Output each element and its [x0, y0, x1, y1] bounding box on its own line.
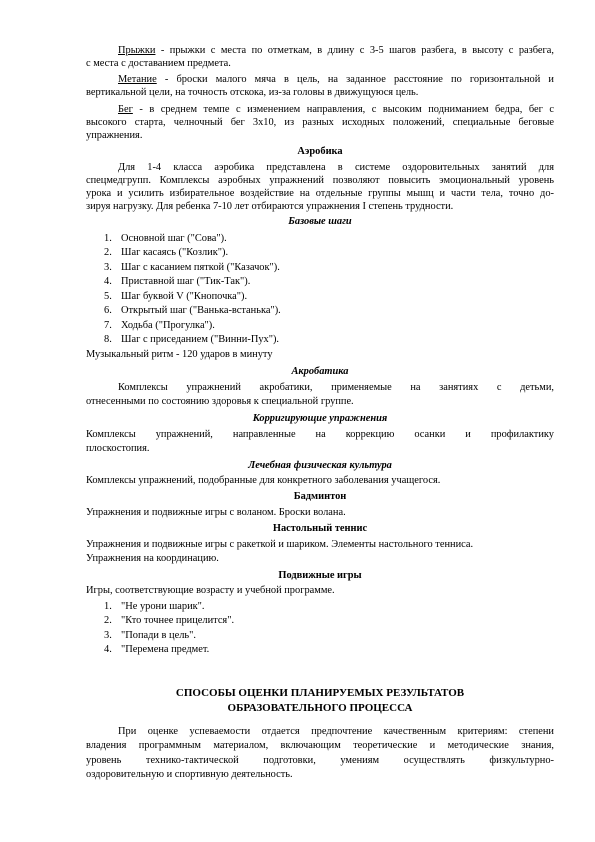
assessment-line-3: уровень технико-тактической подготовки, умениям осуществлять физкультурно- [86, 755, 554, 766]
game-item: 3. "Попади в цель". [104, 630, 196, 641]
jumps-line-2: с места с доставанием предмета. [86, 58, 231, 69]
basic-step-item: 4. Приставной шаг ("Тик-Так"). [104, 276, 251, 287]
acrobatics-heading: Акробатика [291, 366, 349, 377]
games-heading: Подвижные игры [278, 570, 362, 581]
assessment-line-1: При оценке успеваемости отдается предпочтение качественным критериям: степени [118, 726, 554, 737]
assessment-line-4: оздоровительную и спортивную деятельность. [86, 769, 293, 780]
throwing-line-2: вертикальной цели, на точность отскока, из-за головы в движущуюся цель. [86, 87, 419, 98]
basic-steps-heading: Базовые шаги [288, 216, 352, 227]
aerobics-line-3: урока и усилить избирательное воздействие на отдельные группы мышц и части тела, точно до- [86, 188, 554, 199]
lfk-line-1: Комплексы упражнений, подобранные для конкретного заболевания учащегося. [86, 475, 441, 486]
running-text-1: - в среднем темпе с изменением направления, с высоким подниманием бедра, бег с [132, 104, 554, 115]
table-tennis-line-2: Упражнения на координацию. [86, 553, 219, 564]
running-term: Бег [118, 104, 133, 115]
game-item: 4. "Перемена предмет. [104, 644, 210, 655]
throwing-term: Метание [118, 74, 157, 85]
basic-step-item: 3. Шаг с касанием пяткой ("Казачок"). [104, 262, 280, 273]
games-intro: Игры, соответствующие возрасту и учебной программе. [86, 585, 335, 596]
badminton-line-1: Упражнения и подвижные игры с воланом. Броски волана. [86, 507, 346, 518]
jumps-text-1: - прыжки с места по отметкам, в длину с 3-5 шагов разбега, в высоту с разбега, [155, 45, 554, 56]
lfk-heading: Лечебная физическая культура [248, 460, 392, 471]
assessment-title-line-1: СПОСОБЫ ОЦЕНКИ ПЛАНИРУЕМЫХ РЕЗУЛЬТАТОВ [175, 687, 465, 699]
throwing-text-1: - броски малого мяча в цель, на заданное расстояние по горизонтальной и [156, 74, 554, 85]
acrobatics-line-1: Комплексы упражнений акробатики, применяемые на занятиях с детьми, [118, 382, 554, 393]
corrective-line-1: Комплексы упражнений, направленные на коррекцию осанки и профилактику [86, 429, 554, 440]
basic-step-item: 1. Основной шаг ("Сова"). [104, 233, 227, 244]
jumps-line-1 [86, 44, 554, 57]
assessment-line-2: владения программным материалом, включающим теоретические и методические знания, [86, 740, 554, 751]
aerobics-line-1: Для 1-4 класса аэробика представлена в системе оздоровительных занятий для [118, 162, 554, 173]
running-line-1 [86, 103, 554, 116]
acrobatics-line-2: отнесенными по состоянию здоровья к специальной группе. [86, 396, 354, 407]
music-rhythm: Музыкальный ритм - 120 ударов в минуту [86, 349, 273, 360]
basic-step-item: 5. Шаг буквой V ("Кнопочка"). [104, 291, 248, 302]
corrective-heading: Корригирующие упражнения [252, 413, 388, 424]
jumps-term: Прыжки [118, 45, 156, 56]
running-line-2: высокого старта, челночный бег 3х10, из разных исходных положений, специальные беговые [86, 117, 554, 128]
aerobics-heading: Аэробика [297, 146, 343, 157]
badminton-heading: Бадминтон [293, 491, 347, 502]
running-line-3: упражнения. [86, 130, 143, 141]
throwing-line-1 [86, 73, 554, 86]
corrective-line-2: плоскостопия. [86, 443, 150, 454]
game-item: 2. "Кто точнее прицелится". [104, 615, 235, 626]
basic-step-item: 2. Шаг касаясь ("Козлик"). [104, 247, 229, 258]
aerobics-line-4: зируя нагрузку. Для ребенка 7-10 лет отбираются упражнения I степень трудности. [86, 201, 454, 212]
basic-step-item: 8. Шаг с приседанием ("Винни-Пух"). [104, 334, 280, 345]
basic-step-item: 7. Ходьба ("Прогулка"). [104, 320, 215, 331]
table-tennis-line-1: Упражнения и подвижные игры с ракеткой и шариком. Элементы настольного тенниса. [86, 539, 474, 550]
assessment-title-line-2: ОБРАЗОВАТЕЛЬНОГО ПРОЦЕССА [227, 702, 413, 714]
aerobics-line-2: спецмедгрупп. Комплексы аэробных упражнений позволяют повысить эмоциональный уровень [86, 175, 554, 186]
game-item: 1. "Не урони шарик". [104, 601, 205, 612]
table-tennis-heading: Настольный теннис [272, 523, 368, 534]
basic-step-item: 6. Открытый шаг ("Ванька-встанька"). [104, 305, 281, 316]
